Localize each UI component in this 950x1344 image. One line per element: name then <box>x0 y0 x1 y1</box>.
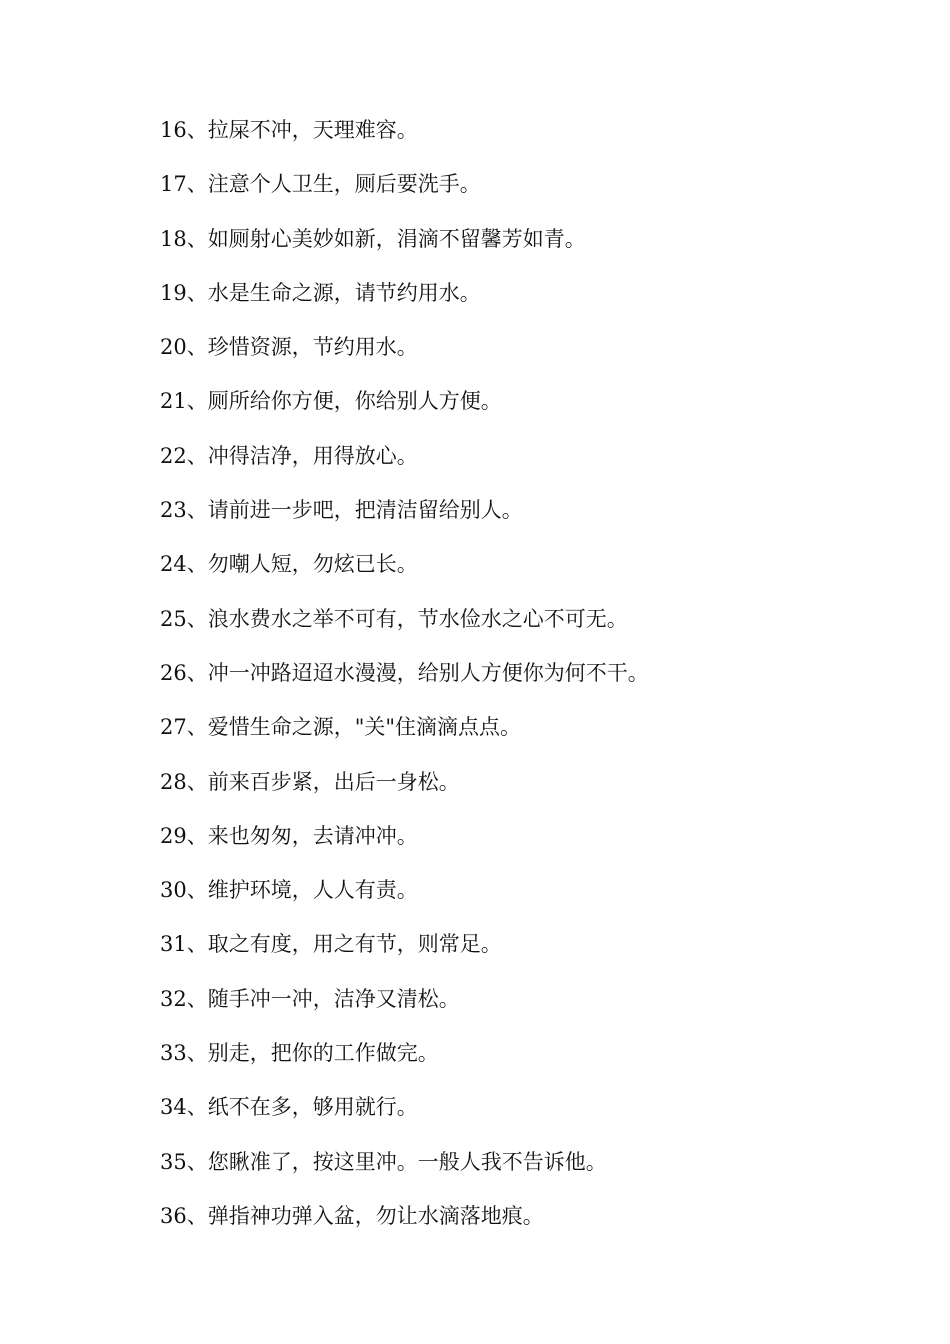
list-item: 34、纸不在多，够用就行。 <box>160 1095 418 1120</box>
list-item: 23、请前进一步吧，把清洁留给别人。 <box>160 498 523 523</box>
list-item: 24、勿嘲人短，勿炫已长。 <box>160 552 418 577</box>
list-item: 29、来也匆匆，去请冲冲。 <box>160 823 418 848</box>
list-item: 19、水是生命之源，请节约用水。 <box>160 280 481 305</box>
list-item: 25、浪水费水之举不可有，节水俭水之心不可无。 <box>160 606 628 631</box>
list-item: 22、冲得洁净，用得放心。 <box>160 443 418 468</box>
list-item: 26、冲一冲路迢迢水漫漫，给别人方便你为何不干。 <box>160 660 649 685</box>
list-item: 30、维护环境，人人有责。 <box>160 878 418 903</box>
list-item: 36、弹指神功弹入盆，勿让水滴落地痕。 <box>160 1203 544 1228</box>
list-item: 21、厕所给你方便，你给别人方便。 <box>160 389 502 414</box>
list-item: 31、取之有度，用之有节，则常足。 <box>160 932 502 957</box>
list-item: 20、珍惜资源，节约用水。 <box>160 335 418 360</box>
list-item: 16、拉屎不冲，天理难容。 <box>160 118 418 142</box>
list-item: 32、随手冲一冲，洁净又清松。 <box>160 986 460 1011</box>
list-item: 17、注意个人卫生，厕后要洗手。 <box>160 172 481 197</box>
list-item: 27、爱惜生命之源，"关"住滴滴点点。 <box>160 715 522 740</box>
list-item: 35、您瞅准了，按这里冲。一般人我不告诉他。 <box>160 1149 607 1174</box>
list-item: 28、前来百步紧，出后一身松。 <box>160 769 460 794</box>
list-item: 18、如厕射心美妙如新，涓滴不留馨芳如青。 <box>160 226 586 251</box>
list-item: 33、别走，把你的工作做完。 <box>160 1041 439 1066</box>
slogan-list <box>160 113 860 1253</box>
